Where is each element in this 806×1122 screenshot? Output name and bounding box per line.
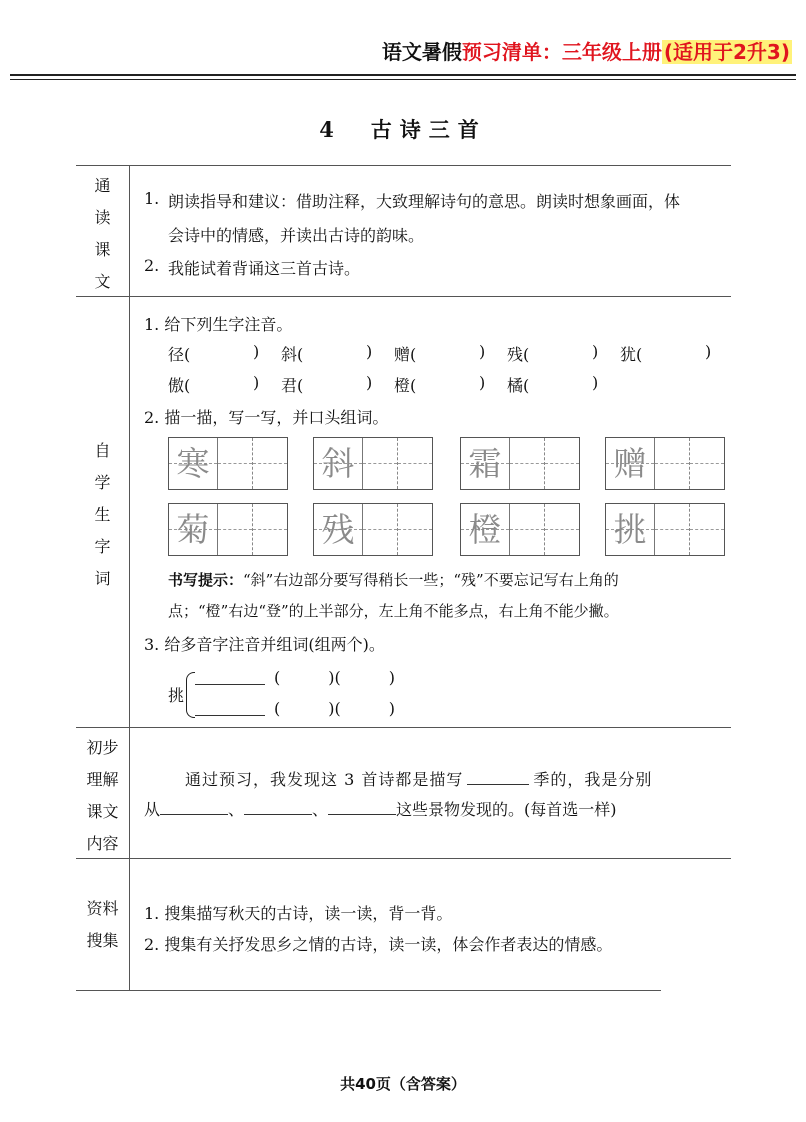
writing-grid[interactable] <box>313 503 433 556</box>
page-footer: 共40页（含答案） <box>340 1075 466 1093</box>
scenery-blank-1[interactable] <box>160 814 228 815</box>
read-item-1-line1: 朗读指导和建议：借助注释，大致理解诗句的意思。朗读时想象画面，体 <box>168 192 681 211</box>
polyphone-pinyin-blank[interactable] <box>195 684 265 685</box>
header-part2: 预习清单：三年级上册 <box>461 40 662 64</box>
header-rule-thin <box>10 79 796 80</box>
writing-grid[interactable] <box>168 437 288 490</box>
pinyin-prompt: 犹( <box>620 345 643 364</box>
page-header <box>382 36 792 65</box>
scenery-blank-3[interactable] <box>328 814 396 815</box>
polyphone-parens[interactable]: ( )( ) <box>274 668 395 687</box>
writing-grid[interactable] <box>460 437 580 490</box>
read-item-2-num: 2. <box>144 256 160 275</box>
materials-item-2: 2. 搜集有关抒发思乡之情的古诗，读一读，体会作者表达的情感。 <box>144 935 613 954</box>
column-divider <box>129 165 130 990</box>
pinyin-prompt: 君( <box>281 376 304 395</box>
writing-tip-label: 书写提示： <box>168 571 244 589</box>
trace-character: 斜 <box>321 444 355 483</box>
pinyin-prompt: 傲( <box>168 376 191 395</box>
pinyin-prompt: 橘( <box>507 376 530 395</box>
self-study-item-3: 3. 给多音字注音并组词(组两个)。 <box>144 635 385 654</box>
writing-grid[interactable] <box>168 503 288 556</box>
materials-item-1: 1. 搜集描写秋天的古诗，读一读，背一背。 <box>144 904 453 923</box>
header-part3: (适用于2升3) <box>663 40 790 64</box>
writing-grid[interactable] <box>460 503 580 556</box>
table-bottom-border <box>76 990 661 991</box>
header-rule <box>10 74 796 76</box>
trace-character: 霜 <box>468 444 502 483</box>
brace <box>186 672 195 718</box>
self-study-item-1: 1. 给下列生字注音。 <box>144 315 293 334</box>
pinyin-prompt: 径( <box>168 345 191 364</box>
trace-character: 挑 <box>613 510 647 549</box>
pinyin-row-1: 径( ) 斜( ) 赠( ) 残( ) 犹( ) <box>168 342 712 364</box>
row-divider <box>76 858 731 859</box>
pinyin-prompt: 斜( <box>281 345 304 364</box>
trace-character: 残 <box>321 510 355 549</box>
lesson-title: 4 古诗三首 <box>319 117 487 142</box>
pinyin-row-2: 傲( ) 君( ) 橙( ) 橘( ) <box>168 373 599 395</box>
read-item-1-num: 1. <box>144 189 160 208</box>
writing-tip-line1: 书写提示：“斜”右边部分要写得稍长一些；“残”不要忘记写右上角的 <box>168 571 619 589</box>
polyphone-parens[interactable]: ( )( ) <box>274 699 395 718</box>
writing-grid[interactable] <box>605 503 725 556</box>
section-label-self-study: 自 学 生 字 词 <box>94 441 111 588</box>
understand-line1: 通过预习，我发现这 3 首诗都是描写 季的，我是分别 <box>185 770 653 789</box>
pinyin-prompt: 残( <box>507 345 530 364</box>
self-study-item-2: 2. 描一描，写一写，并口头组词。 <box>144 408 389 427</box>
scenery-blank-2[interactable] <box>244 814 312 815</box>
understand-line2: 从 、 、 这些景物发现的。(每首选一样) <box>144 800 617 819</box>
row-divider <box>76 727 731 728</box>
season-blank[interactable] <box>467 784 529 785</box>
writing-tip-line2: 点；“橙”右边“登”的上半部分，左上角不能多点，右上角不能少撇。 <box>168 602 619 620</box>
pinyin-prompt: 赠( <box>394 345 417 364</box>
table-top-border <box>76 165 731 166</box>
trace-character: 菊 <box>176 510 210 549</box>
writing-grid[interactable] <box>313 437 433 490</box>
trace-character: 赠 <box>613 444 647 483</box>
read-item-2-line1: 我能试着背诵这三首古诗。 <box>168 259 361 278</box>
trace-character: 橙 <box>468 510 502 549</box>
section-label-materials: 资料 搜集 <box>86 899 119 950</box>
polyphone-pinyin-blank[interactable] <box>195 715 265 716</box>
polyphone-char: 挑 <box>168 686 185 705</box>
trace-character: 寒 <box>176 444 210 483</box>
writing-grid[interactable] <box>605 437 725 490</box>
pinyin-prompt: 橙( <box>394 376 417 395</box>
section-label-understand: 初步 理解 课文 内容 <box>86 738 119 853</box>
read-item-1-line2: 会诗中的情感，并读出古诗的韵味。 <box>168 226 425 245</box>
section-label-read: 通 读 课 文 <box>94 176 111 291</box>
row-divider <box>76 296 731 297</box>
header-part1: 语文暑假 <box>381 40 462 64</box>
